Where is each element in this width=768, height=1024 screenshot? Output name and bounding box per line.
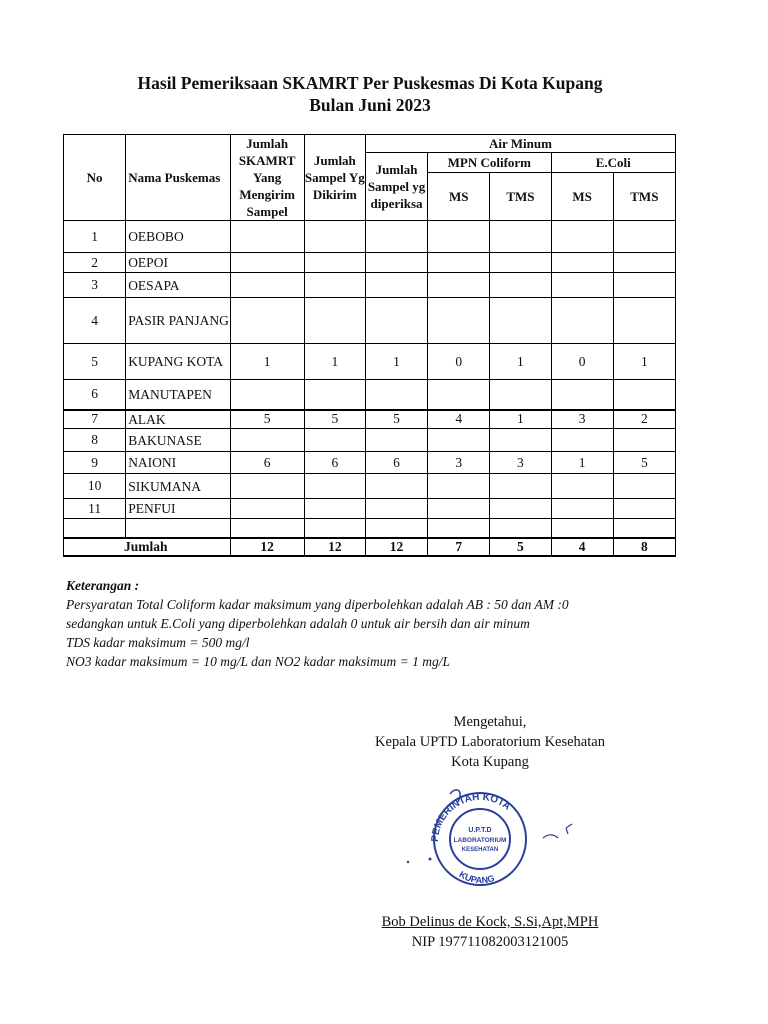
official-stamp bbox=[398, 782, 578, 897]
cell-sent bbox=[230, 380, 304, 410]
cell-mpn-tms bbox=[490, 221, 551, 253]
cell-sent: 6 bbox=[230, 452, 304, 474]
cell-empty bbox=[490, 519, 551, 538]
total-ecoli-tms: 8 bbox=[613, 538, 675, 556]
total-diperiksa: 12 bbox=[365, 538, 427, 556]
table-row bbox=[64, 344, 676, 380]
header-mpn-ms: MS bbox=[428, 173, 490, 221]
header-ecoli-tms: TMS bbox=[613, 173, 675, 221]
cell-mpn-ms bbox=[428, 253, 490, 273]
cell-ecoli-ms bbox=[551, 380, 613, 410]
signer-name: Bob Delinus de Kock, S.Si,Apt,MPH bbox=[381, 914, 599, 930]
cell-no: 1 bbox=[64, 221, 126, 253]
notes-section bbox=[66, 576, 706, 671]
table-row bbox=[64, 273, 676, 298]
cell-mpn-tms: 1 bbox=[490, 344, 551, 380]
table-row bbox=[64, 429, 676, 452]
cell-ecoli-ms bbox=[551, 429, 613, 452]
header-name: Nama Puskemas bbox=[126, 135, 230, 221]
cell-mpn-tms bbox=[490, 253, 551, 273]
cell-sent bbox=[230, 429, 304, 452]
cell-dikirim bbox=[304, 298, 365, 344]
cell-empty bbox=[126, 519, 230, 538]
table-row bbox=[64, 499, 676, 519]
table-row bbox=[64, 410, 676, 429]
total-mpn-ms: 7 bbox=[428, 538, 490, 556]
notes-line: Persyaratan Total Coliform kadar maksimum yang diperbolehkan adalah AB : 50 dan AM :0 bbox=[66, 597, 569, 612]
cell-mpn-tms bbox=[490, 429, 551, 452]
header-ecoli-ms: MS bbox=[551, 173, 613, 221]
total-row bbox=[64, 538, 676, 556]
cell-ecoli-ms bbox=[551, 221, 613, 253]
cell-dikirim bbox=[304, 273, 365, 298]
cell-dikirim bbox=[304, 429, 365, 452]
cell-no: 4 bbox=[64, 298, 126, 344]
cell-no: 3 bbox=[64, 273, 126, 298]
cell-sent: 1 bbox=[230, 344, 304, 380]
cell-sent bbox=[230, 499, 304, 519]
cell-mpn-tms: 1 bbox=[490, 410, 551, 429]
cell-ecoli-tms bbox=[613, 499, 675, 519]
cell-mpn-ms bbox=[428, 273, 490, 298]
cell-sent: 5 bbox=[230, 410, 304, 429]
table-row bbox=[64, 474, 676, 499]
cell-no: 9 bbox=[64, 452, 126, 474]
stamp-text-inner-1: U.P.T.D bbox=[468, 827, 492, 834]
cell-dikirim: 1 bbox=[304, 344, 365, 380]
cell-dikirim bbox=[304, 474, 365, 499]
stamp-text-bottom: KUPANG bbox=[457, 869, 496, 886]
cell-sent bbox=[230, 221, 304, 253]
cell-diperiksa: 5 bbox=[365, 410, 427, 429]
cell-empty bbox=[613, 519, 675, 538]
cell-ecoli-ms bbox=[551, 298, 613, 344]
cell-mpn-ms bbox=[428, 499, 490, 519]
cell-no: 8 bbox=[64, 429, 126, 452]
cell-empty bbox=[64, 519, 126, 538]
cell-empty bbox=[365, 519, 427, 538]
cell-puskesmas: PASIR PANJANG bbox=[126, 298, 230, 344]
cell-diperiksa bbox=[365, 273, 427, 298]
notes-line: sedangkan untuk E.Coli yang diperbolehkan adalah 0 untuk air bersih dan air minum bbox=[66, 616, 530, 631]
cell-ecoli-tms bbox=[613, 273, 675, 298]
cell-mpn-ms bbox=[428, 298, 490, 344]
cell-sent bbox=[230, 273, 304, 298]
cell-puskesmas: OEBOBO bbox=[126, 221, 230, 253]
header-mpn-coliform: MPN Coliform bbox=[428, 153, 551, 173]
cell-ecoli-tms bbox=[613, 474, 675, 499]
cell-ecoli-ms bbox=[551, 499, 613, 519]
cell-ecoli-tms bbox=[613, 298, 675, 344]
cell-dikirim bbox=[304, 380, 365, 410]
table-row bbox=[64, 452, 676, 474]
cell-ecoli-tms bbox=[613, 380, 675, 410]
cell-mpn-tms bbox=[490, 273, 551, 298]
header-samples-checked: Jumlah Sampel yg diperiksa bbox=[365, 153, 427, 221]
cell-diperiksa bbox=[365, 499, 427, 519]
cell-ecoli-ms: 0 bbox=[551, 344, 613, 380]
approval-block bbox=[350, 712, 630, 772]
cell-empty bbox=[551, 519, 613, 538]
results-table bbox=[63, 134, 676, 557]
cell-dikirim bbox=[304, 253, 365, 273]
cell-puskesmas: MANUTAPEN bbox=[126, 380, 230, 410]
cell-dikirim bbox=[304, 221, 365, 253]
cell-puskesmas: PENFUI bbox=[126, 499, 230, 519]
cell-ecoli-ms bbox=[551, 474, 613, 499]
notes-heading: Keterangan : bbox=[66, 578, 140, 593]
cell-mpn-ms bbox=[428, 474, 490, 499]
total-ecoli-ms: 4 bbox=[551, 538, 613, 556]
notes-line: TDS kadar maksimum = 500 mg/l bbox=[66, 635, 250, 650]
cell-puskesmas: OESAPA bbox=[126, 273, 230, 298]
cell-empty bbox=[230, 519, 304, 538]
cell-diperiksa bbox=[365, 253, 427, 273]
cell-dikirim: 6 bbox=[304, 452, 365, 474]
cell-ecoli-ms: 1 bbox=[551, 452, 613, 474]
cell-diperiksa bbox=[365, 221, 427, 253]
table-row bbox=[64, 380, 676, 410]
cell-mpn-ms bbox=[428, 429, 490, 452]
title-line-2: Bulan Juni 2023 bbox=[309, 95, 431, 115]
title-line-1: Hasil Pemeriksaan SKAMRT Per Puskesmas Di Kota Kupang bbox=[137, 73, 603, 93]
cell-ecoli-tms bbox=[613, 253, 675, 273]
cell-dikirim: 5 bbox=[304, 410, 365, 429]
cell-no: 10 bbox=[64, 474, 126, 499]
cell-puskesmas: ALAK bbox=[126, 410, 230, 429]
cell-empty bbox=[428, 519, 490, 538]
table-row-empty bbox=[64, 519, 676, 538]
header-samples-sent: Jumlah Sampel Yg Dikirim bbox=[304, 135, 365, 221]
cell-ecoli-tms: 1 bbox=[613, 344, 675, 380]
cell-sent bbox=[230, 253, 304, 273]
document-title bbox=[0, 72, 740, 116]
cell-diperiksa: 1 bbox=[365, 344, 427, 380]
cell-diperiksa bbox=[365, 380, 427, 410]
stamp-text-inner-2: LABORATORIUM bbox=[453, 837, 507, 844]
total-sent: 12 bbox=[230, 538, 304, 556]
cell-ecoli-tms bbox=[613, 221, 675, 253]
header-air-minum: Air Minum bbox=[365, 135, 675, 153]
cell-diperiksa: 6 bbox=[365, 452, 427, 474]
notes-line: NO3 kadar maksimum = 10 mg/L dan NO2 kadar maksimum = 1 mg/L bbox=[66, 654, 450, 669]
cell-mpn-tms: 3 bbox=[490, 452, 551, 474]
stamp-text-inner-3: KESEHATAN bbox=[461, 847, 499, 853]
table-row bbox=[64, 253, 676, 273]
cell-ecoli-ms bbox=[551, 273, 613, 298]
cell-mpn-ms: 4 bbox=[428, 410, 490, 429]
header-no: No bbox=[64, 135, 126, 221]
cell-sent bbox=[230, 474, 304, 499]
cell-puskesmas: BAKUNASE bbox=[126, 429, 230, 452]
cell-puskesmas: OEPOI bbox=[126, 253, 230, 273]
approval-line-1: Mengetahui, bbox=[453, 714, 527, 730]
cell-ecoli-ms: 3 bbox=[551, 410, 613, 429]
cell-ecoli-tms bbox=[613, 429, 675, 452]
total-mpn-tms: 5 bbox=[490, 538, 551, 556]
cell-ecoli-tms: 5 bbox=[613, 452, 675, 474]
cell-mpn-tms bbox=[490, 474, 551, 499]
cell-empty bbox=[304, 519, 365, 538]
cell-no: 7 bbox=[64, 410, 126, 429]
table-body bbox=[64, 221, 676, 556]
cell-ecoli-ms bbox=[551, 253, 613, 273]
cell-diperiksa bbox=[365, 474, 427, 499]
approval-line-2: Kepala UPTD Laboratorium Kesehatan bbox=[375, 734, 605, 750]
cell-sent bbox=[230, 298, 304, 344]
cell-no: 5 bbox=[64, 344, 126, 380]
table-row bbox=[64, 298, 676, 344]
cell-mpn-ms bbox=[428, 221, 490, 253]
cell-mpn-ms: 3 bbox=[428, 452, 490, 474]
cell-mpn-tms bbox=[490, 380, 551, 410]
signer-nip: NIP 197711082003121005 bbox=[411, 934, 569, 950]
total-dikirim: 12 bbox=[304, 538, 365, 556]
table-row bbox=[64, 221, 676, 253]
approval-line-3: Kota Kupang bbox=[451, 754, 529, 770]
cell-mpn-ms bbox=[428, 380, 490, 410]
signer-block bbox=[350, 912, 630, 952]
cell-no: 11 bbox=[64, 499, 126, 519]
total-label: Jumlah bbox=[64, 538, 231, 556]
cell-dikirim bbox=[304, 499, 365, 519]
cell-puskesmas: NAIONI bbox=[126, 452, 230, 474]
cell-mpn-tms bbox=[490, 499, 551, 519]
header-sent: Jumlah SKAMRT Yang Mengirim Sampel bbox=[230, 135, 304, 221]
cell-no: 6 bbox=[64, 380, 126, 410]
cell-puskesmas: KUPANG KOTA bbox=[126, 344, 230, 380]
cell-puskesmas: SIKUMANA bbox=[126, 474, 230, 499]
stamp-text-top: PEMERINTAH KOTA bbox=[429, 791, 513, 843]
header-ecoli: E.Coli bbox=[551, 153, 676, 173]
cell-mpn-ms: 0 bbox=[428, 344, 490, 380]
header-mpn-tms: TMS bbox=[490, 173, 551, 221]
cell-no: 2 bbox=[64, 253, 126, 273]
cell-diperiksa bbox=[365, 429, 427, 452]
cell-ecoli-tms: 2 bbox=[613, 410, 675, 429]
cell-diperiksa bbox=[365, 298, 427, 344]
cell-mpn-tms bbox=[490, 298, 551, 344]
